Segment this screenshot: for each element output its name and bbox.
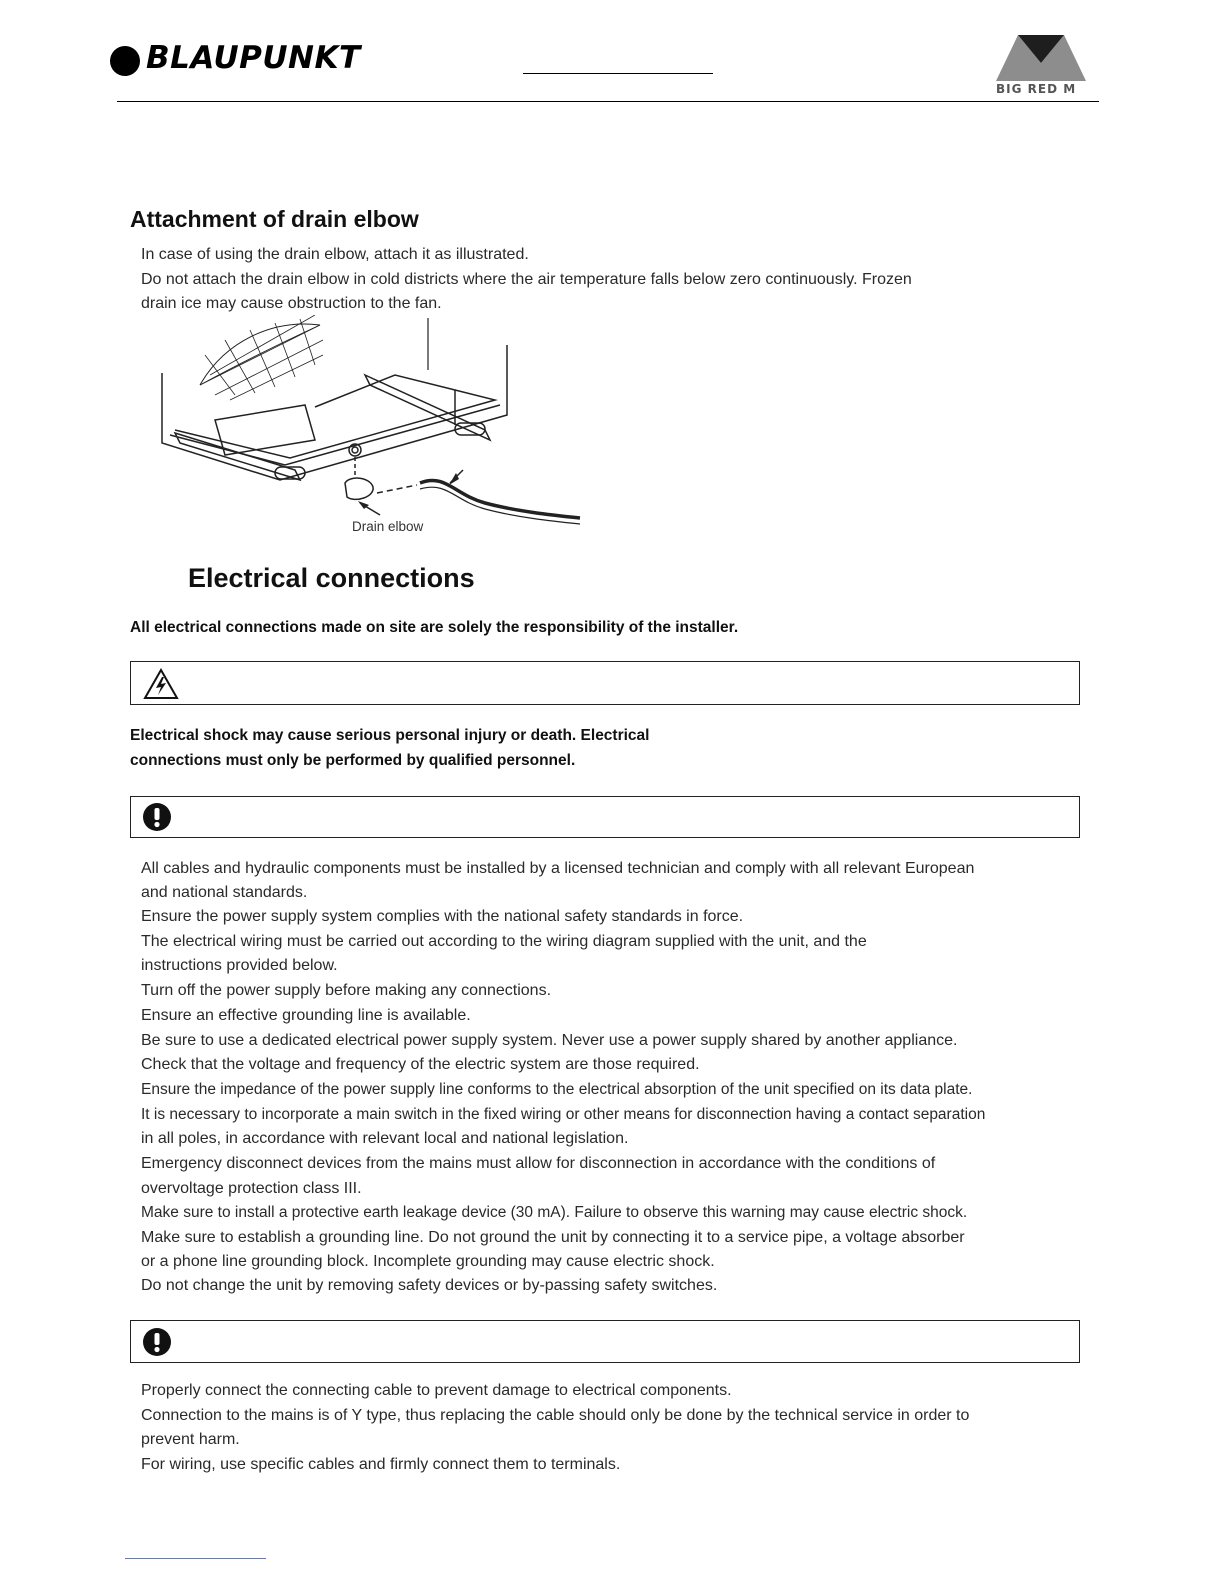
header-rule [117,101,1099,102]
section-title-drain: Attachment of drain elbow [130,206,419,232]
shock-warning-line: Electrical shock may cause serious personal injury or death. Electrical [130,727,650,744]
partner-logo-text: BIG RED M [996,82,1077,96]
warning-box-shock [130,661,1080,705]
caution-box-cables [130,1320,1080,1363]
exclamation-icon [142,1327,172,1357]
instruction-line: The electrical wiring must be carried out according to the wiring diagram supplied with the unit, and the [141,933,867,950]
instruction-line: Do not change the unit by removing safety devices or by-passing safety switches. [141,1277,718,1294]
high-voltage-warning-icon [143,668,179,700]
header-underline [523,73,713,74]
cable-instruction-line: Connection to the mains is of Y type, thus replacing the cable should only be done by the technical service in order to [141,1407,970,1424]
section-title-electrical: Electrical connections [188,563,475,593]
instruction-line: Make sure to install a protective earth leakage device (30 mA). Failure to observe this warning may cause electric shock. [141,1204,968,1221]
cable-instruction-line: prevent harm. [141,1431,240,1448]
instruction-line: or a phone line grounding block. Incomplete grounding may cause electric shock. [141,1253,715,1270]
caution-box-installation [130,796,1080,838]
instruction-line: instructions provided below. [141,957,338,974]
responsibility-note: All electrical connections made on site are solely the responsibility of the installer. [130,619,739,636]
cable-instruction-line: For wiring, use specific cables and firmly connect them to terminals. [141,1456,621,1473]
instruction-line: Be sure to use a dedicated electrical power supply system. Never use a power supply shared by another appliance. [141,1032,958,1049]
big-red-m-logo-icon [996,33,1086,83]
instruction-line: Make sure to establish a grounding line. Do not ground the unit by connecting it to a service pipe, a voltage absorber [141,1229,965,1246]
instruction-line: in all poles, in accordance with relevant local and national legislation. [141,1130,629,1147]
exclamation-icon [142,802,172,832]
instruction-line: overvoltage protection class III. [141,1180,362,1197]
shock-warning-line: connections must only be performed by qualified personnel. [130,752,576,769]
instruction-line: Ensure the impedance of the power supply line conforms to the electrical absorption of the unit specified on its data plate. [141,1081,973,1098]
instruction-line: Turn off the power supply before making any connections. [141,982,552,999]
drain-text-line: Do not attach the drain elbow in cold districts where the air temperature falls below zero continuously. Frozen [141,271,912,288]
instruction-line: Check that the voltage and frequency of the electric system are those required. [141,1056,700,1073]
drain-elbow-illustration [155,315,585,530]
cable-instruction-line: Properly connect the connecting cable to prevent damage to electrical components. [141,1382,732,1399]
drain-text-line: In case of using the drain elbow, attach it as illustrated. [141,246,529,263]
brand-logo-dot [110,46,140,76]
instruction-line: Ensure an effective grounding line is available. [141,1007,471,1024]
brand-logo: BLAUPUNKT [146,40,361,76]
instruction-line: It is necessary to incorporate a main switch in the fixed wiring or other means for disconnection having a contact separation [141,1106,986,1123]
instruction-line: Ensure the power supply system complies with the national safety standards in force. [141,908,744,925]
instruction-line: Emergency disconnect devices from the mains must allow for disconnection in accordance with the conditions of [141,1155,936,1172]
instruction-line: and national standards. [141,884,308,901]
footer-link-underline[interactable] [125,1558,266,1559]
instruction-line: All cables and hydraulic components must be installed by a licensed technician and comply with all relevant European [141,860,975,877]
figure-caption-drain-elbow: Drain elbow [352,519,424,534]
drain-text-line: drain ice may cause obstruction to the fan. [141,295,442,312]
